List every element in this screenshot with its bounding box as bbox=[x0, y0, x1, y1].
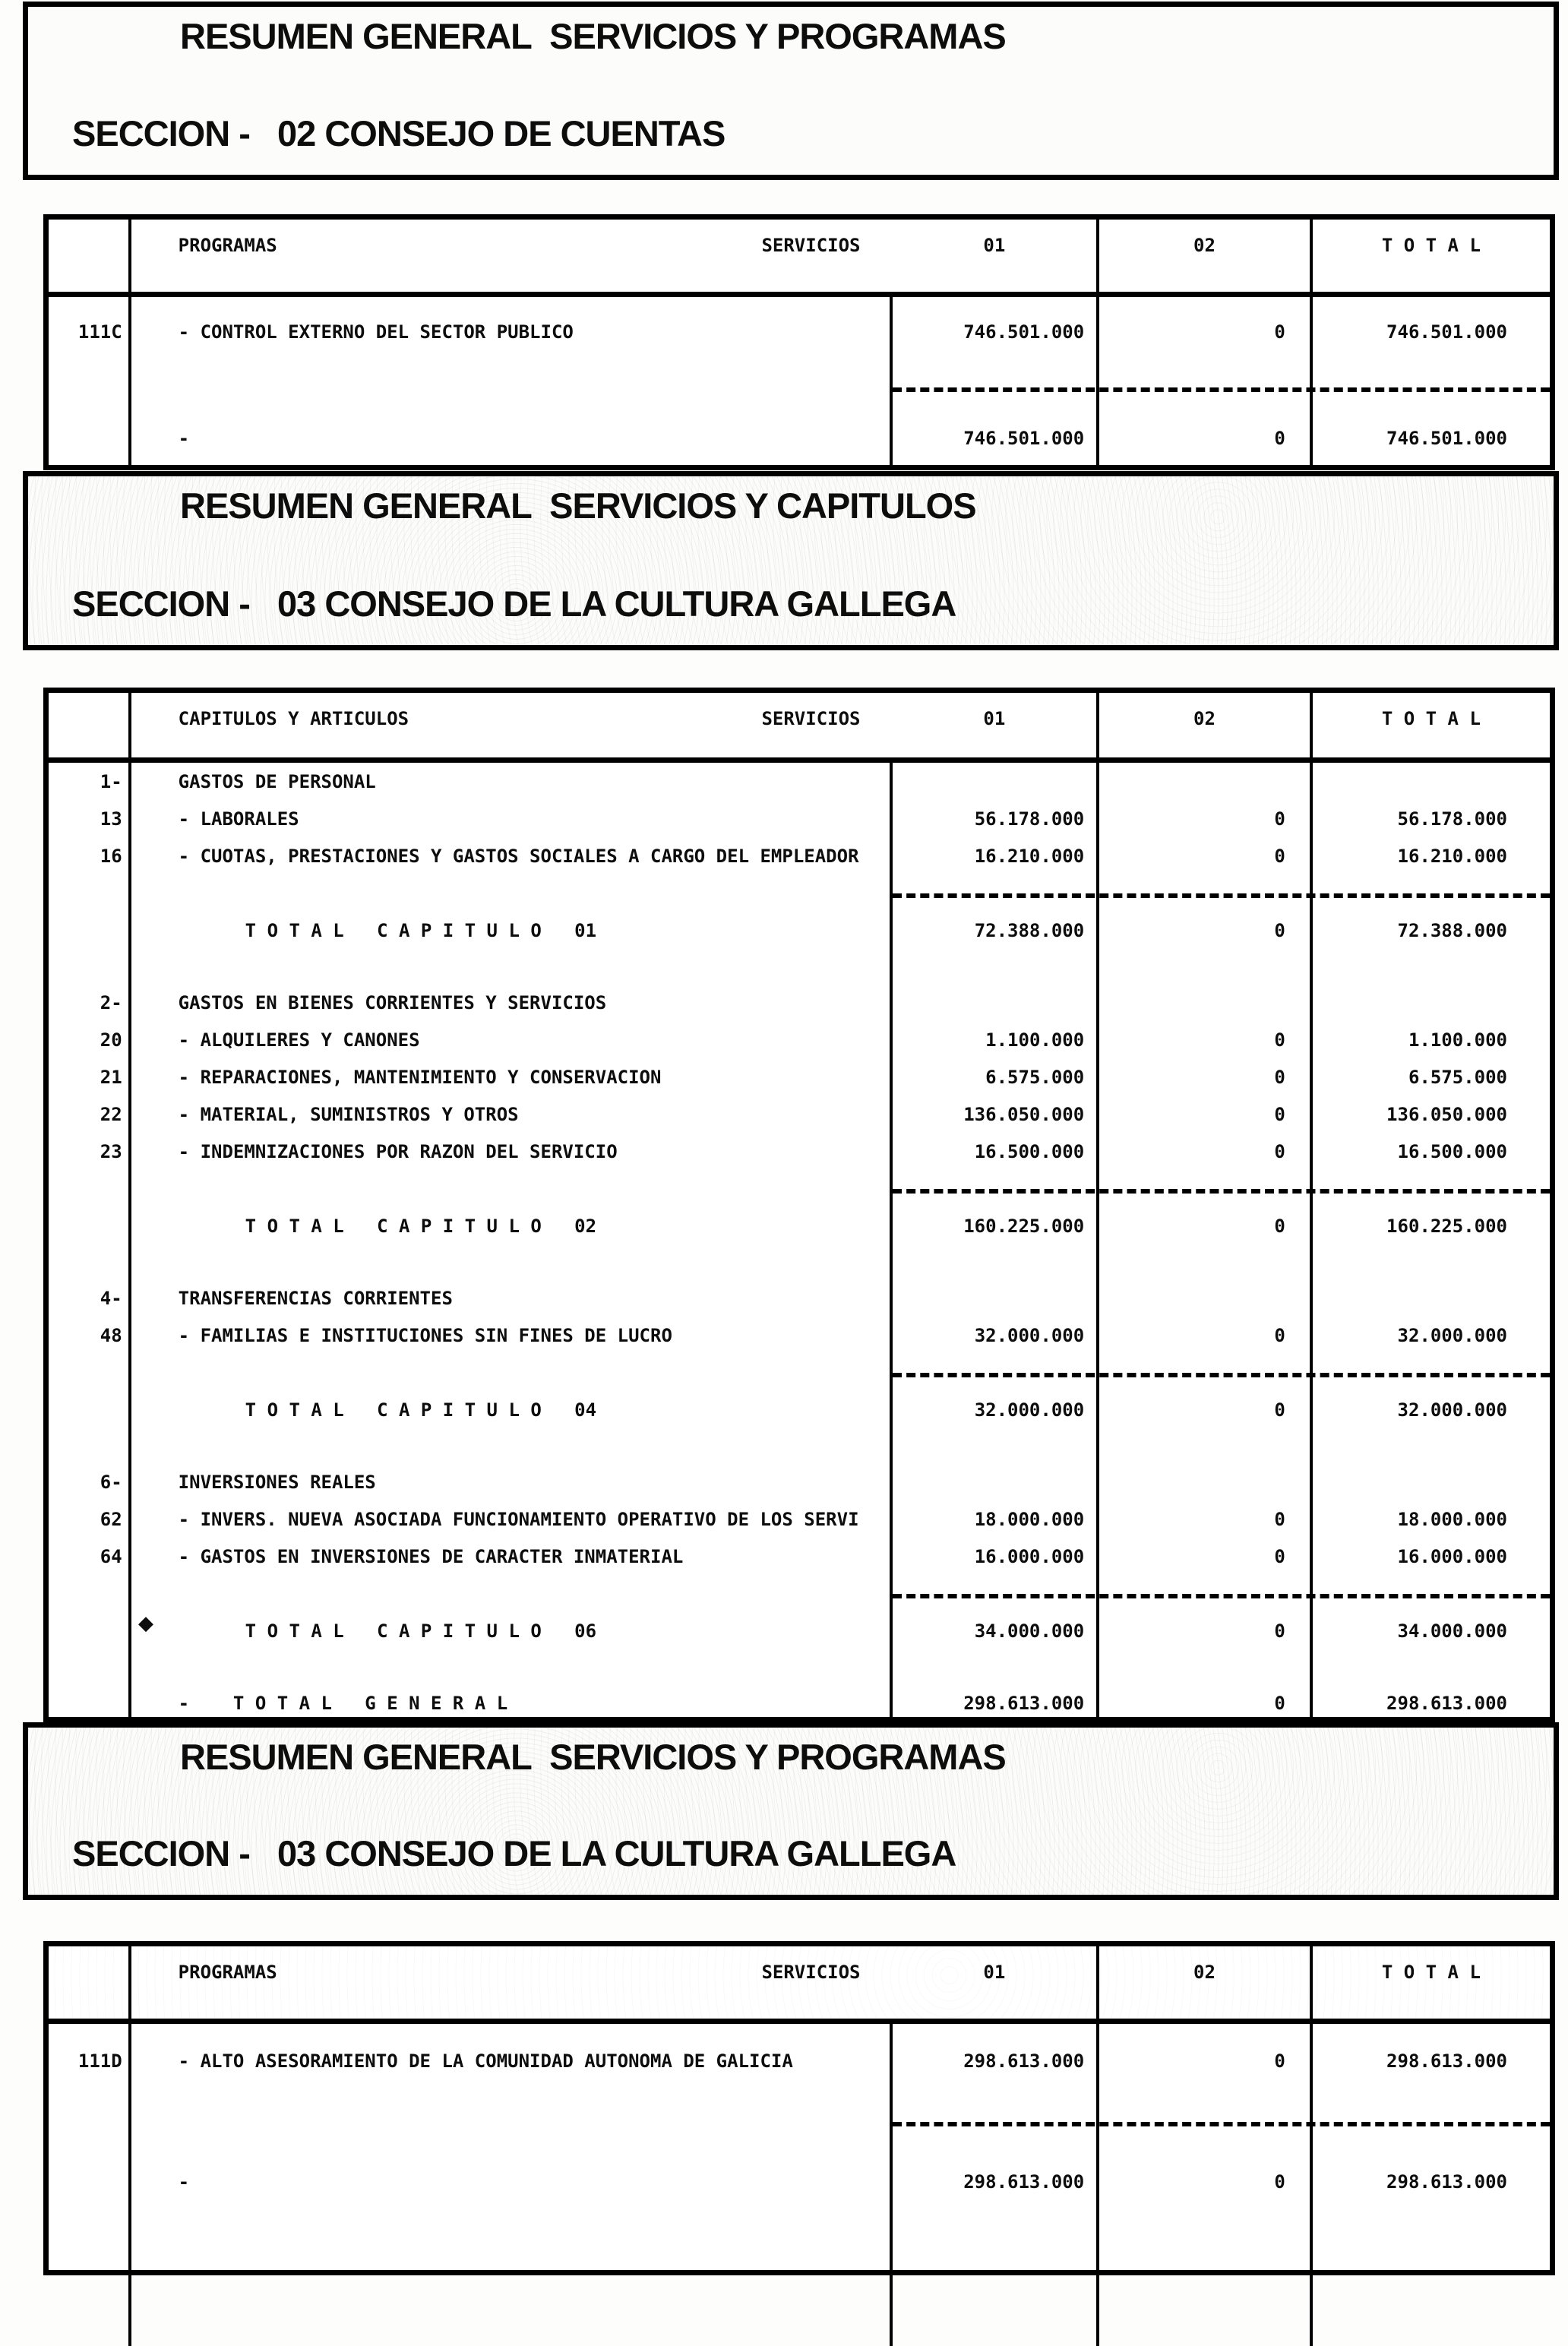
table-row-chapter bbox=[49, 1463, 1550, 1500]
row-value-01: 32.000.000 bbox=[893, 1391, 1100, 1428]
row-code: 22 bbox=[49, 1096, 131, 1133]
block-section: SECCION - 03 CONSEJO DE LA CULTURA GALLEGA bbox=[72, 1832, 956, 1873]
row-value-total: 56.178.000 bbox=[1397, 808, 1507, 830]
row-desc: - INDEMNIZACIONES POR RAZON DEL SERVICIO bbox=[131, 1133, 893, 1170]
column-header-total: T O T A L bbox=[1381, 1962, 1481, 1983]
row-code: 16 bbox=[49, 837, 131, 874]
row-desc: GASTOS EN BIENES CORRIENTES Y SERVICIOS bbox=[131, 984, 893, 1021]
row-value-total: 72.388.000 bbox=[1397, 919, 1507, 941]
row-value-02: 0 bbox=[1099, 297, 1313, 367]
table-total-row bbox=[49, 1207, 1550, 1244]
table-total-row bbox=[49, 912, 1550, 949]
table-header-row bbox=[49, 693, 1550, 763]
table-header-row bbox=[49, 220, 1550, 297]
row-desc: - INVERS. NUEVA ASOCIADA FUNCIONAMIENTO OPERATIVO DE LOS SERVI bbox=[131, 1500, 893, 1538]
section-header-block-2 bbox=[23, 471, 1559, 650]
row-desc: - GASTOS EN INVERSIONES DE CARACTER INMATERIAL bbox=[131, 1538, 893, 1575]
row-value-02: 0 bbox=[1099, 2145, 1313, 2218]
column-header-01: 01 bbox=[893, 220, 1100, 292]
row-value-01: 16.500.000 bbox=[893, 1133, 1100, 1170]
row-value-total: 160.225.000 bbox=[1386, 1215, 1507, 1237]
row-value-02: 0 bbox=[1099, 2024, 1313, 2098]
column-header-programas: PROGRAMAS bbox=[178, 235, 277, 256]
table-row bbox=[49, 800, 1550, 837]
row-value-01: 72.388.000 bbox=[893, 912, 1100, 949]
row-desc: - bbox=[131, 408, 893, 469]
spacer-row bbox=[49, 2218, 1550, 2346]
row-value-total: 16.000.000 bbox=[1397, 1545, 1507, 1567]
block-title: RESUMEN GENERAL SERVICIOS Y PROGRAMAS bbox=[180, 1737, 1006, 1777]
table-row bbox=[49, 1058, 1550, 1096]
column-header-02: 02 bbox=[1099, 1946, 1313, 2019]
row-value-01: 32.000.000 bbox=[893, 1317, 1100, 1354]
spacer-row bbox=[49, 1649, 1550, 1684]
row-code bbox=[49, 408, 131, 469]
table-capitulos-articulos-seccion-03 bbox=[43, 688, 1555, 1722]
row-value-02: 0 bbox=[1099, 912, 1313, 949]
row-value-total: 1.100.000 bbox=[1408, 1029, 1507, 1051]
column-header-servicios: SERVICIOS bbox=[761, 708, 861, 729]
dashed-separator bbox=[49, 2098, 1550, 2145]
table-row bbox=[49, 297, 1550, 367]
row-code: 13 bbox=[49, 800, 131, 837]
row-value-02: 0 bbox=[1099, 800, 1313, 837]
row-desc: - ALTO ASESORAMIENTO DE LA COMUNIDAD AUTONOMA DE GALICIA bbox=[131, 2024, 893, 2098]
row-value-01: 1.100.000 bbox=[893, 1021, 1100, 1058]
column-header-total: T O T A L bbox=[1381, 708, 1481, 729]
row-value-01: 160.225.000 bbox=[893, 1207, 1100, 1244]
row-value-01: 56.178.000 bbox=[893, 800, 1100, 837]
table-header-row bbox=[49, 1946, 1550, 2024]
table-total-row bbox=[49, 1612, 1550, 1649]
row-value-total: 298.613.000 bbox=[1386, 1692, 1507, 1714]
table-row bbox=[49, 1500, 1550, 1538]
section-header-block-3 bbox=[23, 1722, 1559, 1900]
row-value-02: 0 bbox=[1099, 1612, 1313, 1649]
table-total-row bbox=[49, 2145, 1550, 2218]
row-value-total: 34.000.000 bbox=[1397, 1620, 1507, 1642]
scan-artifact-mark-icon: ◆ bbox=[138, 1612, 153, 1635]
row-value-01: 6.575.000 bbox=[893, 1058, 1100, 1096]
row-code: 1- bbox=[49, 763, 131, 800]
row-code: 111C bbox=[49, 297, 131, 367]
row-value-total: 32.000.000 bbox=[1397, 1324, 1507, 1346]
row-value-02: 0 bbox=[1099, 1058, 1313, 1096]
row-desc: T O T A L C A P I T U L O 01 bbox=[131, 912, 893, 949]
spacer-row bbox=[49, 949, 1550, 984]
row-value-total: 16.210.000 bbox=[1397, 845, 1507, 867]
column-header-01: 01 bbox=[893, 693, 1100, 757]
row-desc: - REPARACIONES, MANTENIMIENTO Y CONSERVACION bbox=[131, 1058, 893, 1096]
section-header-block-1 bbox=[23, 2, 1559, 180]
row-desc: - bbox=[131, 2145, 893, 2218]
row-code: 6- bbox=[49, 1463, 131, 1500]
row-value-02: 0 bbox=[1099, 1391, 1313, 1428]
row-value-total: 746.501.000 bbox=[1386, 321, 1507, 343]
table-row-chapter bbox=[49, 984, 1550, 1021]
dashed-separator bbox=[49, 874, 1550, 912]
row-desc: - CUOTAS, PRESTACIONES Y GASTOS SOCIALES A CARGO DEL EMPLEADOR bbox=[131, 837, 893, 874]
table-total-row bbox=[49, 408, 1550, 469]
row-value-01: 34.000.000 bbox=[893, 1612, 1100, 1649]
column-header-02: 02 bbox=[1099, 220, 1313, 292]
row-code: 21 bbox=[49, 1058, 131, 1096]
block-section: SECCION - 02 CONSEJO DE CUENTAS bbox=[72, 112, 726, 153]
row-code: 64 bbox=[49, 1538, 131, 1575]
table-row bbox=[49, 837, 1550, 874]
row-value-total: 298.613.000 bbox=[1386, 2171, 1507, 2193]
row-value-total: 136.050.000 bbox=[1386, 1103, 1507, 1125]
row-value-02: 0 bbox=[1099, 1500, 1313, 1538]
row-value-01: 136.050.000 bbox=[893, 1096, 1100, 1133]
row-value-02: 0 bbox=[1099, 837, 1313, 874]
column-header-servicios: SERVICIOS bbox=[761, 235, 861, 256]
row-code: 48 bbox=[49, 1317, 131, 1354]
row-desc: - MATERIAL, SUMINISTROS Y OTROS bbox=[131, 1096, 893, 1133]
table-row bbox=[49, 1133, 1550, 1170]
row-desc: - LABORALES bbox=[131, 800, 893, 837]
table-row bbox=[49, 1317, 1550, 1354]
table-grand-total-row bbox=[49, 1684, 1550, 1722]
row-value-01: 746.501.000 bbox=[893, 297, 1100, 367]
row-value-02: 0 bbox=[1099, 1096, 1313, 1133]
row-desc: - T O T A L G E N E R A L bbox=[131, 1684, 893, 1722]
row-desc: INVERSIONES REALES bbox=[131, 1463, 893, 1500]
block-section: SECCION - 03 CONSEJO DE LA CULTURA GALLEGA bbox=[72, 583, 956, 624]
row-desc: - CONTROL EXTERNO DEL SECTOR PUBLICO bbox=[131, 297, 893, 367]
table-row bbox=[49, 1096, 1550, 1133]
table-row bbox=[49, 2024, 1550, 2098]
row-value-01: 746.501.000 bbox=[893, 408, 1100, 469]
table-row-chapter bbox=[49, 763, 1550, 800]
block-title: RESUMEN GENERAL SERVICIOS Y CAPITULOS bbox=[180, 485, 976, 526]
row-code: 2- bbox=[49, 984, 131, 1021]
table-total-row bbox=[49, 1391, 1550, 1428]
row-value-02: 0 bbox=[1099, 1207, 1313, 1244]
row-code bbox=[49, 2145, 131, 2218]
row-value-01: 16.210.000 bbox=[893, 837, 1100, 874]
row-code: 4- bbox=[49, 1279, 131, 1317]
row-value-total: 18.000.000 bbox=[1397, 1508, 1507, 1530]
row-value-01: 18.000.000 bbox=[893, 1500, 1100, 1538]
row-value-02: 0 bbox=[1099, 1317, 1313, 1354]
row-desc: T O T A L C A P I T U L O 06 bbox=[131, 1612, 893, 1649]
column-header-total: T O T A L bbox=[1381, 235, 1481, 256]
dashed-separator bbox=[49, 1575, 1550, 1612]
row-value-total: 6.575.000 bbox=[1408, 1066, 1507, 1088]
row-desc: - ALQUILERES Y CANONES bbox=[131, 1021, 893, 1058]
column-header-02: 02 bbox=[1099, 693, 1313, 757]
spacer-row bbox=[49, 1244, 1550, 1279]
row-code: 20 bbox=[49, 1021, 131, 1058]
row-value-02: 0 bbox=[1099, 1133, 1313, 1170]
spacer-row bbox=[49, 1428, 1550, 1463]
row-value-02: 0 bbox=[1099, 1538, 1313, 1575]
row-value-01: 16.000.000 bbox=[893, 1538, 1100, 1575]
dashed-separator bbox=[49, 1170, 1550, 1207]
row-code: 62 bbox=[49, 1500, 131, 1538]
row-value-01: 298.613.000 bbox=[893, 1684, 1100, 1722]
row-value-01: 298.613.000 bbox=[893, 2024, 1100, 2098]
table-programas-seccion-02 bbox=[43, 214, 1555, 470]
table-row-chapter bbox=[49, 1279, 1550, 1317]
row-code: 111D bbox=[49, 2024, 131, 2098]
block-title: RESUMEN GENERAL SERVICIOS Y PROGRAMAS bbox=[180, 16, 1006, 56]
row-desc: T O T A L C A P I T U L O 02 bbox=[131, 1207, 893, 1244]
table-programas-seccion-03 bbox=[43, 1941, 1555, 2275]
row-value-total: 298.613.000 bbox=[1386, 2050, 1507, 2072]
row-desc: - FAMILIAS E INSTITUCIONES SIN FINES DE LUCRO bbox=[131, 1317, 893, 1354]
row-value-total: 746.501.000 bbox=[1386, 428, 1507, 449]
row-value-total: 16.500.000 bbox=[1397, 1140, 1507, 1162]
row-desc: TRANSFERENCIAS CORRIENTES bbox=[131, 1279, 893, 1317]
row-desc: T O T A L C A P I T U L O 04 bbox=[131, 1391, 893, 1428]
table-row bbox=[49, 1021, 1550, 1058]
column-header-programas: PROGRAMAS bbox=[178, 1962, 277, 1983]
column-header-01: 01 bbox=[893, 1946, 1100, 2019]
dashed-separator bbox=[49, 367, 1550, 408]
row-value-02: 0 bbox=[1099, 1021, 1313, 1058]
row-value-01: 298.613.000 bbox=[893, 2145, 1100, 2218]
column-header-capitulos: CAPITULOS Y ARTICULOS bbox=[178, 708, 409, 729]
row-value-02: 0 bbox=[1099, 408, 1313, 469]
row-value-total: 32.000.000 bbox=[1397, 1399, 1507, 1421]
row-value-02: 0 bbox=[1099, 1684, 1313, 1722]
row-code: 23 bbox=[49, 1133, 131, 1170]
column-header-servicios: SERVICIOS bbox=[761, 1962, 861, 1983]
table-row bbox=[49, 1538, 1550, 1575]
row-desc: GASTOS DE PERSONAL bbox=[131, 763, 893, 800]
dashed-separator bbox=[49, 1354, 1550, 1391]
